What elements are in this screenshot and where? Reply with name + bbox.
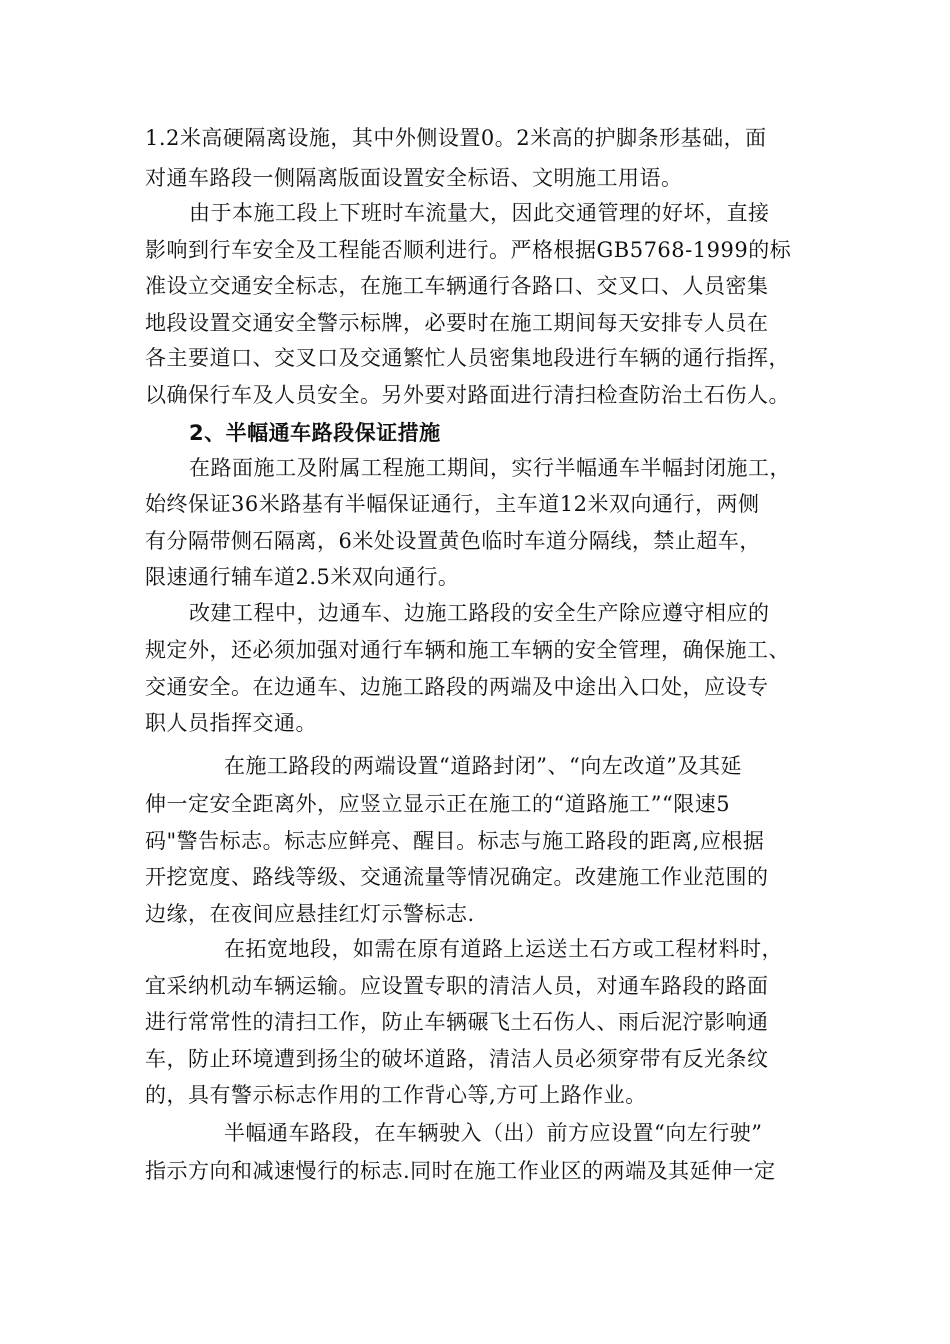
- paragraph-first-line: 半幅通车路段，在车辆驶入（出）前方应设置“向左行驶”: [224, 1121, 763, 1145]
- text-line: 指示方向和减速慢行的标志.同时在施工作业区的两端及其延伸一定: [145, 1159, 776, 1183]
- text-line: 进行常常性的清扫工作，防止车辆碾飞土石伤人、雨后泥泞影响通: [145, 1010, 769, 1034]
- text-line: 交通安全。在边通车、边施工路段的两端及中途出入口处，应设专: [145, 675, 769, 699]
- text-line: 开挖宽度、路线等级、交通流量等情况确定。改建施工作业范围的: [145, 865, 769, 889]
- text-line: 地段设置交通安全警示标牌，必要时在施工期间每天安排专人员在: [145, 311, 769, 335]
- text-line: 的，具有警示标志作用的工作背心等,方可上路作业。: [145, 1083, 647, 1107]
- text-line: 准设立交通安全标志，在施工车辆通行各路口、交叉口、人员密集: [145, 274, 769, 298]
- text-line: 1.2米高硬隔离设施，其中外侧设置0。2米高的护脚条形基础，面: [145, 126, 767, 150]
- text-line: 以确保行车及人员安全。另外要对路面进行清扫检查防治土石伤人。: [145, 383, 790, 407]
- text-line: 始终保证36米路基有半幅保证通行，主车道12米双向通行，两侧: [145, 492, 760, 516]
- text-line: 有分隔带侧石隔离，6米处设置黄色临时车道分隔线，禁止超车，: [145, 529, 761, 553]
- text-line: 伸一定安全距离外，应竖立显示正在施工的“道路施工”“限速5: [145, 792, 731, 816]
- text-line: 宜采纳机动车辆运输。应设置专职的清洁人员，对通车路段的路面: [145, 974, 769, 998]
- paragraph-first-line: 由于本施工段上下班时车流量大，因此交通管理的好坏，直接: [189, 201, 770, 225]
- paragraph-first-line: 在施工路段的两端设置“道路封闭”、“向左改道”及其延: [224, 754, 742, 778]
- text-line: 车，防止环境遭到扬尘的破坏道路，清洁人员必须穿带有反光条纹: [145, 1047, 769, 1071]
- text-line: 边缘，在夜间应悬挂红灯示警标志.: [145, 902, 475, 926]
- paragraph-first-line: 在拓宽地段，如需在原有道路上运送土石方或工程材料时，: [224, 937, 783, 961]
- paragraph-first-line: 在路面施工及附属工程施工期间，实行半幅通车半幅封闭施工，: [189, 456, 791, 480]
- text-line: 影响到行车安全及工程能否顺利进行。严格根据GB5768-1999的标: [145, 238, 792, 262]
- text-line: 规定外，还必须加强对通行车辆和施工车辆的安全管理，确保施工、: [145, 638, 790, 662]
- text-line: 限速通行辅车道2.5米双向通行。: [145, 565, 460, 589]
- text-line: 职人员指挥交通。: [145, 711, 317, 735]
- paragraph-first-line: 改建工程中，边通车、边施工路段的安全生产除应遵守相应的: [189, 601, 770, 625]
- text-line: 对通车路段一侧隔离版面设置安全标语、文明施工用语。: [145, 166, 683, 190]
- text-line: 各主要道口、交叉口及交通繁忙人员密集地段进行车辆的通行指挥，: [145, 346, 790, 370]
- text-line: 码"警告标志。标志应鲜亮、醒目。标志与施工路段的距离,应根据: [145, 829, 765, 853]
- section-heading: 2、半幅通车路段保证措施: [189, 421, 441, 445]
